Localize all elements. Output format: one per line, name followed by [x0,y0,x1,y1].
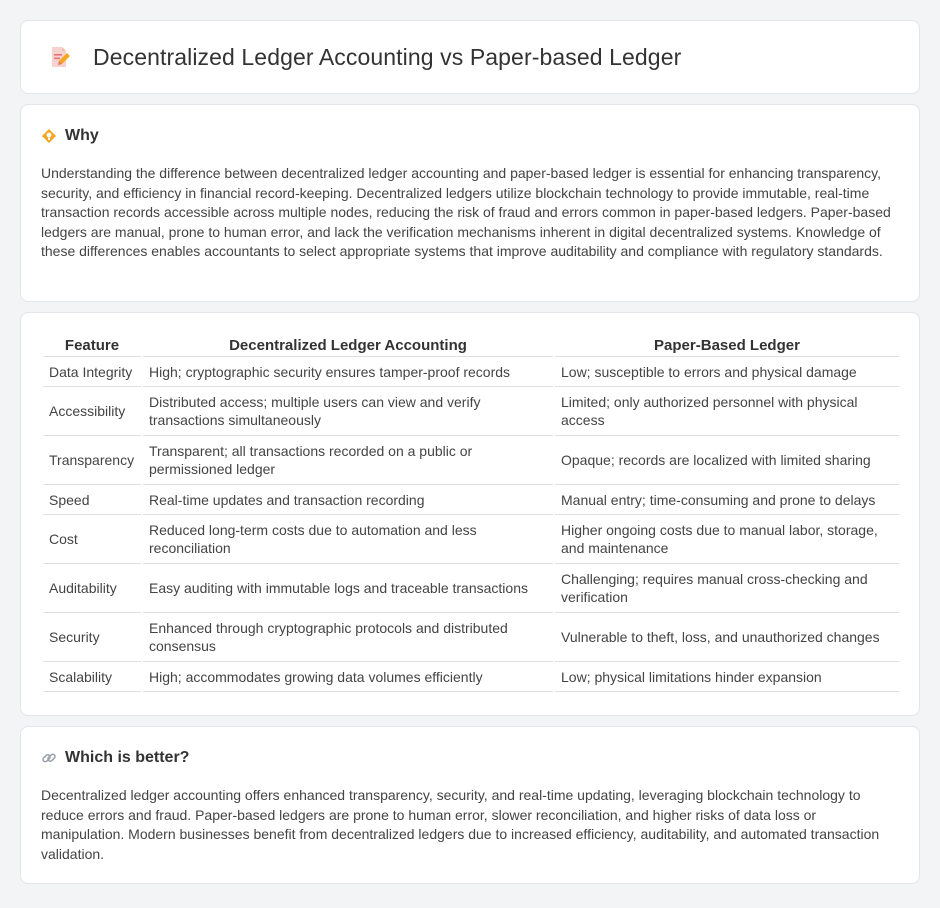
table-row [43,662,899,692]
table-row [43,613,899,662]
table-row [43,436,899,485]
comparison-table [41,333,901,692]
table-row [43,485,899,515]
table-row [43,515,899,564]
why-section [20,104,920,302]
cell-paper: Higher ongoing costs due to manual labor, storage, and maintenance [555,515,899,564]
table-row [43,387,899,436]
cell-paper: Low; physical limitations hinder expansion [555,662,899,692]
cell-decentralized: Distributed access; multiple users can view and verify transactions simultaneously [143,387,553,436]
cell-decentralized: High; cryptographic security ensures tamper-proof records [143,357,553,387]
cell-feature: Accessibility [43,387,141,436]
cell-decentralized: High; accommodates growing data volumes efficiently [143,662,553,692]
cell-decentralized: Enhanced through cryptographic protocols and distributed consensus [143,613,553,662]
cell-paper: Vulnerable to theft, loss, and unauthorized changes [555,613,899,662]
cell-feature: Scalability [43,662,141,692]
table-header-row [43,333,899,357]
header-feature: Feature [43,333,141,357]
why-title: Why [65,127,99,144]
cell-paper: Opaque; records are localized with limited sharing [555,436,899,485]
cell-feature: Cost [43,515,141,564]
why-header [41,127,899,145]
page-title: Decentralized Ledger Accounting vs Paper-based Ledger [93,43,682,70]
cell-decentralized: Transparent; all transactions recorded on a public or permissioned ledger [143,436,553,485]
header-paper: Paper-Based Ledger [555,333,899,357]
cell-decentralized: Reduced long-term costs due to automation and less reconciliation [143,515,553,564]
cell-decentralized: Real-time updates and transaction recording [143,485,553,515]
cell-feature: Speed [43,485,141,515]
comparison-section [20,312,920,716]
better-text: Decentralized ledger accounting offers enhanced transparency, security, and real-time updating, leveraging blockchain technology to reduce errors and fraud. Paper-based ledgers are prone to human error, slower reconciliation, and higher risks of data loss or manipulation. Modern businesses benefit from decentralized ledgers due to increased efficiency, auditability, and automated transaction validation. [41,787,880,862]
cell-feature: Transparency [43,436,141,485]
table-row [43,564,899,613]
cell-feature: Security [43,613,141,662]
why-text: Understanding the difference between decentralized ledger accounting and paper-based ledger is essential for enhancing transparency, security, and efficiency in financial record-keeping. Decentralized ledgers utilize blockchain technology to provide immutable, real-time transaction records accessible across multiple nodes, reducing the risk of fraud and errors common in paper-based ledgers. Paper-based ledgers are manual, prone to human error, and lack the verification mechanisms inherent in digital decentralized systems. Knowledge of these differences enables accountants to select appropriate systems that improve auditability and compliance with regulatory standards. [41,165,891,259]
cell-paper: Limited; only authorized personnel with physical access [555,387,899,436]
cell-paper: Low; susceptible to errors and physical damage [555,357,899,387]
title-card [20,20,920,94]
lightbulb-diamond-icon [41,128,57,144]
cell-paper: Manual entry; time-consuming and prone to delays [555,485,899,515]
which-better-section [20,726,920,884]
header-decentralized: Decentralized Ledger Accounting [143,333,553,357]
cell-paper: Challenging; requires manual cross-checking and verification [555,564,899,613]
table-row [43,357,899,387]
cell-feature: Data Integrity [43,357,141,387]
better-header [41,749,899,767]
link-icon [41,750,57,766]
cell-feature: Auditability [43,564,141,613]
document-edit-icon [47,45,71,69]
better-title: Which is better? [65,749,190,766]
cell-decentralized: Easy auditing with immutable logs and traceable transactions [143,564,553,613]
